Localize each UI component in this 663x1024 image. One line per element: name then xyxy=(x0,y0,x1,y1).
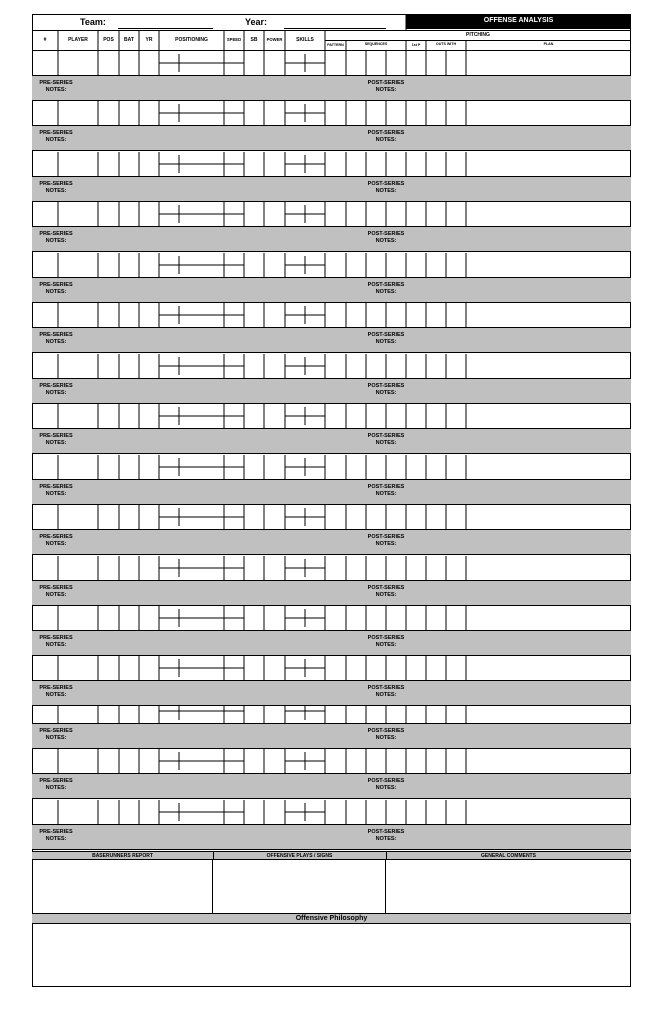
post-series-notes-title: POST-SERIES xyxy=(367,484,405,490)
post-series-notes xyxy=(363,231,409,245)
baserunners-report-title: BASERUNNERS REPORT xyxy=(92,853,153,859)
player-row[interactable] xyxy=(32,656,631,680)
notes-label: NOTES: xyxy=(375,692,397,698)
notes-band[interactable] xyxy=(32,680,631,706)
general-comments-title: GENERAL COMMENTS xyxy=(481,853,536,859)
notes-label: NOTES: xyxy=(45,785,67,791)
pre-series-notes xyxy=(33,778,79,792)
post-series-notes xyxy=(363,433,409,447)
post-series-notes-title: POST-SERIES xyxy=(367,80,405,86)
pre-series-notes-title: PRE-SERIES xyxy=(39,80,73,86)
pre-series-notes xyxy=(33,534,79,548)
col-yr: YR xyxy=(145,37,153,43)
post-series-notes xyxy=(363,282,409,296)
notes-label: NOTES: xyxy=(45,339,67,345)
post-series-notes xyxy=(363,778,409,792)
post-series-notes-title: POST-SERIES xyxy=(367,829,405,835)
post-series-notes-title: POST-SERIES xyxy=(367,383,405,389)
pre-series-notes-title: PRE-SERIES xyxy=(39,728,73,734)
offensive-plays-title: OFFENSIVE PLAYS / SIGNS xyxy=(266,853,333,859)
col-pos: POS xyxy=(103,37,114,43)
notes-band[interactable] xyxy=(32,580,631,606)
col-speed: SPEED xyxy=(226,37,242,42)
notes-band[interactable] xyxy=(32,176,631,202)
notes-label: NOTES: xyxy=(45,238,67,244)
post-series-notes-title: POST-SERIES xyxy=(367,728,405,734)
player-row[interactable] xyxy=(32,101,631,125)
player-row[interactable] xyxy=(32,51,631,75)
post-series-notes xyxy=(363,181,409,195)
pre-series-notes xyxy=(33,80,79,94)
col-positioning: POSITIONING xyxy=(175,37,208,43)
notes-label: NOTES: xyxy=(45,289,67,295)
post-series-notes xyxy=(363,130,409,144)
notes-band[interactable] xyxy=(32,378,631,404)
notes-band[interactable] xyxy=(32,428,631,454)
notes-label: NOTES: xyxy=(375,289,397,295)
notes-label: NOTES: xyxy=(375,592,397,598)
notes-band[interactable] xyxy=(32,529,631,555)
pre-series-notes xyxy=(33,433,79,447)
col-pattern: PATTERN xyxy=(327,43,344,47)
pre-series-notes-title: PRE-SERIES xyxy=(39,282,73,288)
notes-label: NOTES: xyxy=(45,137,67,143)
post-series-notes-title: POST-SERIES xyxy=(367,635,405,641)
player-row[interactable] xyxy=(32,455,631,479)
notes-label: NOTES: xyxy=(375,541,397,547)
pre-series-notes-title: PRE-SERIES xyxy=(39,635,73,641)
notes-label: NOTES: xyxy=(375,188,397,194)
pre-series-notes-title: PRE-SERIES xyxy=(39,484,73,490)
col-power: POWER xyxy=(266,37,283,42)
player-row[interactable] xyxy=(32,202,631,226)
divider xyxy=(386,851,387,860)
pre-series-notes-title: PRE-SERIES xyxy=(39,231,73,237)
notes-label: NOTES: xyxy=(375,440,397,446)
notes-band[interactable] xyxy=(32,125,631,151)
col-sb: SB xyxy=(250,37,258,43)
post-series-notes xyxy=(363,728,409,742)
year-label: Year: xyxy=(245,17,268,27)
post-series-notes xyxy=(363,829,409,843)
notes-band[interactable] xyxy=(32,75,631,101)
page-title: OFFENSE ANALYSIS xyxy=(406,14,631,29)
notes-label: NOTES: xyxy=(375,642,397,648)
post-series-notes-title: POST-SERIES xyxy=(367,332,405,338)
notes-label: NOTES: xyxy=(45,188,67,194)
col-skills: SKILLS xyxy=(296,37,314,43)
pre-series-notes xyxy=(33,635,79,649)
notes-label: NOTES: xyxy=(375,137,397,143)
pre-series-notes xyxy=(33,181,79,195)
player-row[interactable] xyxy=(32,404,631,428)
pre-series-notes-title: PRE-SERIES xyxy=(39,778,73,784)
notes-label: NOTES: xyxy=(375,339,397,345)
post-series-notes-title: POST-SERIES xyxy=(367,585,405,591)
pre-series-notes xyxy=(33,231,79,245)
notes-label: NOTES: xyxy=(45,592,67,598)
col-sequences: SEQUENCES xyxy=(364,42,388,46)
player-row[interactable] xyxy=(32,152,631,176)
notes-label: NOTES: xyxy=(375,491,397,497)
pre-series-notes xyxy=(33,685,79,699)
player-row[interactable] xyxy=(32,505,631,529)
notes-label: NOTES: xyxy=(375,87,397,93)
post-series-notes-title: POST-SERIES xyxy=(367,778,405,784)
post-series-notes xyxy=(363,80,409,94)
notes-label: NOTES: xyxy=(45,735,67,741)
post-series-notes xyxy=(363,585,409,599)
pre-series-notes xyxy=(33,130,79,144)
col-player: PLAYER xyxy=(68,37,88,43)
notes-label: NOTES: xyxy=(45,491,67,497)
player-row[interactable] xyxy=(32,354,631,378)
notes-label: NOTES: xyxy=(45,541,67,547)
team-label: Team: xyxy=(80,17,106,27)
pre-series-notes xyxy=(33,282,79,296)
post-series-notes-title: POST-SERIES xyxy=(367,534,405,540)
post-series-notes xyxy=(363,484,409,498)
player-row[interactable] xyxy=(32,606,631,630)
pre-series-notes-title: PRE-SERIES xyxy=(39,332,73,338)
pre-series-notes-title: PRE-SERIES xyxy=(39,130,73,136)
post-series-notes-title: POST-SERIES xyxy=(367,181,405,187)
post-series-notes xyxy=(363,534,409,548)
post-series-notes-title: POST-SERIES xyxy=(367,282,405,288)
col-outs-with: OUTS WITH xyxy=(435,42,457,46)
pre-series-notes xyxy=(33,829,79,843)
player-row[interactable] xyxy=(32,749,631,773)
col-number: # xyxy=(43,37,47,43)
notes-label: NOTES: xyxy=(45,440,67,446)
post-series-notes xyxy=(363,383,409,397)
post-series-notes-title: POST-SERIES xyxy=(367,433,405,439)
notes-band[interactable] xyxy=(32,824,631,850)
notes-band[interactable] xyxy=(32,479,631,505)
notes-band[interactable] xyxy=(32,773,631,799)
offensive-philosophy-title: Offensive Philosophy xyxy=(32,913,631,924)
general-comments-area[interactable] xyxy=(386,860,631,914)
col-first-pitch: 1st P xyxy=(411,43,421,47)
pre-series-notes xyxy=(33,728,79,742)
pre-series-notes-title: PRE-SERIES xyxy=(39,685,73,691)
notes-band[interactable] xyxy=(32,723,631,749)
col-pitching: PITCHING xyxy=(466,32,490,38)
post-series-notes-title: POST-SERIES xyxy=(367,130,405,136)
col-plan: PLAN xyxy=(543,42,554,46)
post-series-notes-title: POST-SERIES xyxy=(367,231,405,237)
pre-series-notes-title: PRE-SERIES xyxy=(39,383,73,389)
notes-band[interactable] xyxy=(32,630,631,656)
notes-band[interactable] xyxy=(32,327,631,353)
pre-series-notes xyxy=(33,332,79,346)
pre-series-notes-title: PRE-SERIES xyxy=(39,585,73,591)
pre-series-notes-title: PRE-SERIES xyxy=(39,181,73,187)
notes-band[interactable] xyxy=(32,277,631,303)
pre-series-notes-title: PRE-SERIES xyxy=(39,829,73,835)
notes-label: NOTES: xyxy=(375,836,397,842)
player-row[interactable] xyxy=(32,800,631,824)
post-series-notes xyxy=(363,332,409,346)
notes-label: NOTES: xyxy=(375,785,397,791)
player-row[interactable] xyxy=(32,303,631,327)
divider xyxy=(213,851,214,860)
baserunners-report-area[interactable] xyxy=(32,860,213,914)
post-series-notes xyxy=(363,635,409,649)
pre-series-notes-title: PRE-SERIES xyxy=(39,433,73,439)
pre-series-notes-title: PRE-SERIES xyxy=(39,534,73,540)
pre-series-notes xyxy=(33,484,79,498)
notes-label: NOTES: xyxy=(375,390,397,396)
pre-series-notes xyxy=(33,585,79,599)
notes-label: NOTES: xyxy=(45,87,67,93)
post-series-notes xyxy=(363,685,409,699)
notes-label: NOTES: xyxy=(45,692,67,698)
notes-label: NOTES: xyxy=(375,238,397,244)
pre-series-notes xyxy=(33,383,79,397)
player-row[interactable] xyxy=(32,253,631,277)
post-series-notes-title: POST-SERIES xyxy=(367,685,405,691)
notes-label: NOTES: xyxy=(45,836,67,842)
col-bat: BAT xyxy=(124,37,134,43)
notes-label: NOTES: xyxy=(45,642,67,648)
notes-band[interactable] xyxy=(32,226,631,252)
notes-label: NOTES: xyxy=(375,735,397,741)
player-row[interactable] xyxy=(32,556,631,580)
offensive-philosophy-area[interactable] xyxy=(32,924,631,987)
notes-label: NOTES: xyxy=(45,390,67,396)
offensive-plays-area[interactable] xyxy=(213,860,386,914)
